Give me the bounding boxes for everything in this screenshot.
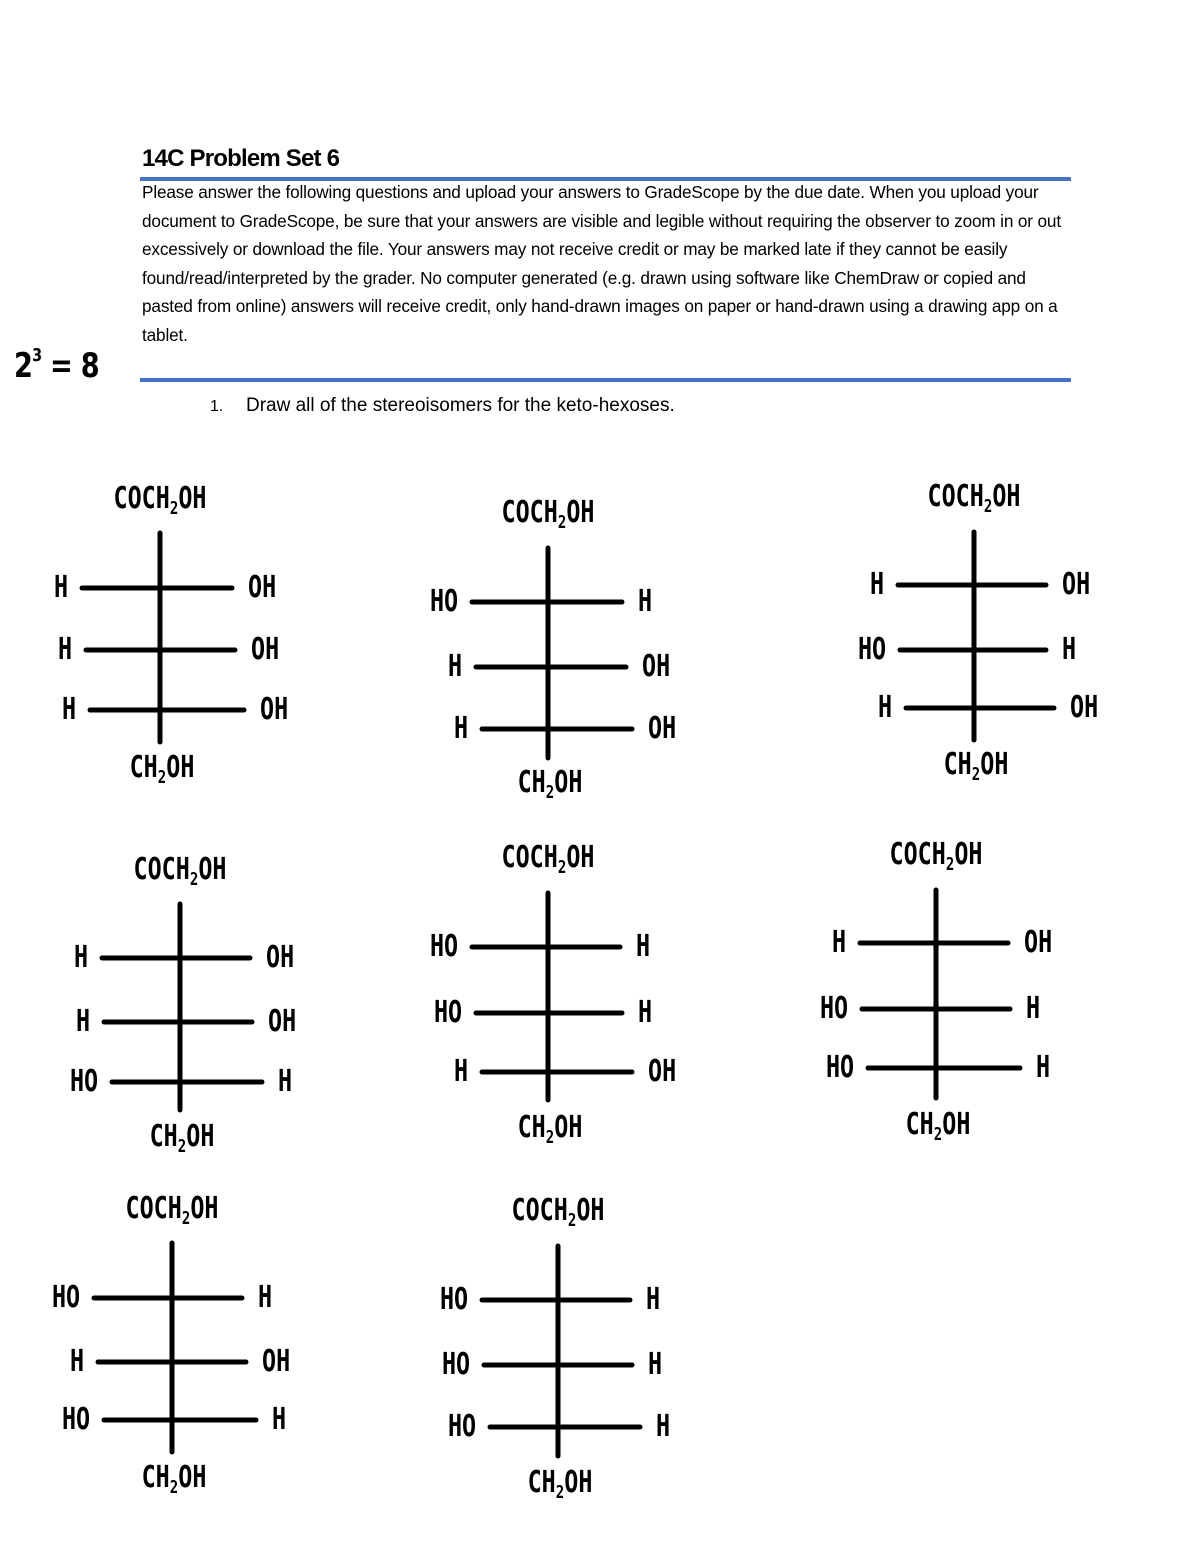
bottom-group-subscript: 2	[555, 1482, 565, 1503]
bottom-group-ch2oh	[150, 1120, 215, 1164]
left-substituent: HO	[69, 1064, 98, 1099]
top-group-coch2oh	[512, 1194, 605, 1238]
bottom-group-text: OH	[178, 1460, 207, 1495]
top-group-subscript: 2	[181, 1208, 191, 1229]
bottom-group-ch2oh	[528, 1466, 593, 1510]
left-substituent: HO	[857, 632, 886, 667]
right-substituent: H	[272, 1402, 287, 1437]
left-substituent: HO	[429, 929, 458, 964]
left-substituent: H	[61, 692, 76, 727]
left-substituent: H	[831, 925, 846, 960]
bottom-group-subscript: 2	[933, 1124, 943, 1145]
left-substituent: H	[69, 1344, 84, 1379]
bottom-group-subscript: 2	[545, 782, 555, 803]
bottom-group-text: OH	[564, 1465, 593, 1500]
bottom-group-subscript: 2	[971, 764, 981, 785]
top-group-subscript: 2	[169, 498, 179, 519]
left-substituent: H	[453, 1054, 468, 1089]
right-substituent: OH	[251, 632, 280, 667]
top-group-coch2oh	[114, 482, 207, 526]
right-substituent: OH	[1062, 567, 1091, 602]
top-group-text: OH	[190, 1191, 219, 1226]
top-group-subscript: 2	[189, 869, 199, 890]
bottom-group-text: OH	[980, 747, 1009, 782]
note-rest: = 8	[41, 346, 99, 386]
right-substituent: OH	[266, 940, 295, 975]
top-group-coch2oh	[134, 853, 227, 897]
left-substituent: HO	[825, 1050, 854, 1085]
note-exponent: 3	[32, 345, 42, 366]
bottom-group-text: CH	[905, 1107, 934, 1142]
left-substituent: H	[453, 711, 468, 746]
left-substituent: H	[57, 632, 72, 667]
right-substituent: H	[278, 1064, 293, 1099]
right-substituent: OH	[1070, 690, 1099, 725]
bottom-group-text: CH	[517, 1110, 546, 1145]
right-substituent: OH	[260, 692, 289, 727]
right-substituent: H	[646, 1282, 661, 1317]
left-substituent: H	[53, 570, 68, 605]
top-group-text: COCH	[889, 837, 946, 872]
bottom-group-ch2oh	[944, 748, 1009, 792]
top-group-subscript: 2	[557, 512, 567, 533]
top-group-text: COCH	[927, 479, 984, 514]
top-group-text: COCH	[501, 495, 558, 530]
left-substituent: H	[73, 940, 88, 975]
top-group-coch2oh	[126, 1192, 219, 1236]
bottom-group-text: CH	[141, 1460, 170, 1495]
bottom-group-subscript: 2	[177, 1136, 187, 1157]
left-substituent: HO	[441, 1347, 470, 1382]
bottom-group-text: OH	[942, 1107, 971, 1142]
bottom-group-text: OH	[554, 1110, 583, 1145]
right-substituent: H	[648, 1347, 663, 1382]
top-group-coch2oh	[890, 838, 983, 882]
top-group-subscript: 2	[945, 854, 955, 875]
right-substituent: OH	[262, 1344, 291, 1379]
bottom-group-ch2oh	[518, 1111, 583, 1155]
bottom-group-subscript: 2	[157, 767, 167, 788]
left-substituent: HO	[447, 1409, 476, 1444]
right-substituent: OH	[248, 570, 277, 605]
left-substituent: HO	[429, 584, 458, 619]
note-base: 2	[14, 346, 33, 386]
bottom-group-ch2oh	[142, 1461, 207, 1505]
top-group-text: COCH	[113, 481, 170, 516]
bottom-group-text: CH	[527, 1465, 556, 1500]
top-group-text: OH	[566, 495, 595, 530]
right-substituent: H	[258, 1280, 273, 1315]
right-substituent: H	[636, 929, 651, 964]
top-group-text: OH	[992, 479, 1021, 514]
page-title: 14C Problem Set 6	[142, 145, 340, 172]
question-number: 1.	[210, 398, 224, 415]
right-substituent: OH	[648, 711, 677, 746]
top-group-subscript: 2	[983, 496, 993, 517]
left-substituent: HO	[433, 995, 462, 1030]
bottom-group-subscript: 2	[545, 1127, 555, 1148]
right-substituent: OH	[268, 1004, 297, 1039]
bottom-group-ch2oh	[518, 766, 583, 810]
top-group-text: OH	[954, 837, 983, 872]
top-group-text: COCH	[125, 1191, 182, 1226]
left-substituent: H	[447, 649, 462, 684]
left-substituent: HO	[819, 991, 848, 1026]
left-substituent: HO	[51, 1280, 80, 1315]
bottom-group-text: OH	[554, 765, 583, 800]
top-group-text: OH	[576, 1193, 605, 1228]
left-substituent: HO	[439, 1282, 468, 1317]
top-group-text: OH	[566, 840, 595, 875]
bottom-group-text: CH	[149, 1119, 178, 1154]
top-group-text: COCH	[511, 1193, 568, 1228]
right-substituent: H	[1036, 1050, 1051, 1085]
top-group-coch2oh	[928, 480, 1021, 524]
bottom-group-ch2oh	[130, 751, 195, 795]
left-substituent: H	[869, 567, 884, 602]
right-substituent: H	[638, 995, 653, 1030]
bottom-group-text: OH	[186, 1119, 215, 1154]
top-group-coch2oh	[502, 496, 595, 540]
bottom-group-text: OH	[166, 750, 195, 785]
left-substituent: H	[75, 1004, 90, 1039]
bottom-group-subscript: 2	[169, 1477, 179, 1498]
right-substituent: OH	[648, 1054, 677, 1089]
right-substituent: H	[1026, 991, 1041, 1026]
top-group-text: COCH	[501, 840, 558, 875]
bottom-group-text: CH	[517, 765, 546, 800]
top-group-text: COCH	[133, 852, 190, 887]
top-group-subscript: 2	[567, 1210, 577, 1231]
instructions-paragraph: Please answer the following questions and upload your answers to GradeScope by the due date. When you upload your document to GradeScope, be sure that your answers are visible and legible without requiring the observer to zoom in or out excessively or download the file. Your answers may not receive credit or may be marked late if they cannot be easily found/read/interpreted by the grader. No computer generated (e.g. drawn using software like ChemDraw or copied and pasted from online) answers will receive credit, only hand-drawn images on paper or hand-drawn using a drawing app on a tablet.	[142, 182, 1061, 345]
left-substituent: H	[877, 690, 892, 725]
top-group-text: OH	[178, 481, 207, 516]
question-text: Draw all of the stereoisomers for the keto-hexoses.	[246, 395, 675, 416]
bottom-group-text: CH	[943, 747, 972, 782]
bottom-group-ch2oh	[906, 1108, 971, 1152]
right-substituent: OH	[1024, 925, 1053, 960]
left-substituent: HO	[61, 1402, 90, 1437]
right-substituent: OH	[642, 649, 671, 684]
top-group-text: OH	[198, 852, 227, 887]
top-group-subscript: 2	[557, 857, 567, 878]
right-substituent: H	[1062, 632, 1077, 667]
top-group-coch2oh	[502, 841, 595, 885]
right-substituent: H	[638, 584, 653, 619]
right-substituent: H	[656, 1409, 671, 1444]
bottom-group-text: CH	[129, 750, 158, 785]
